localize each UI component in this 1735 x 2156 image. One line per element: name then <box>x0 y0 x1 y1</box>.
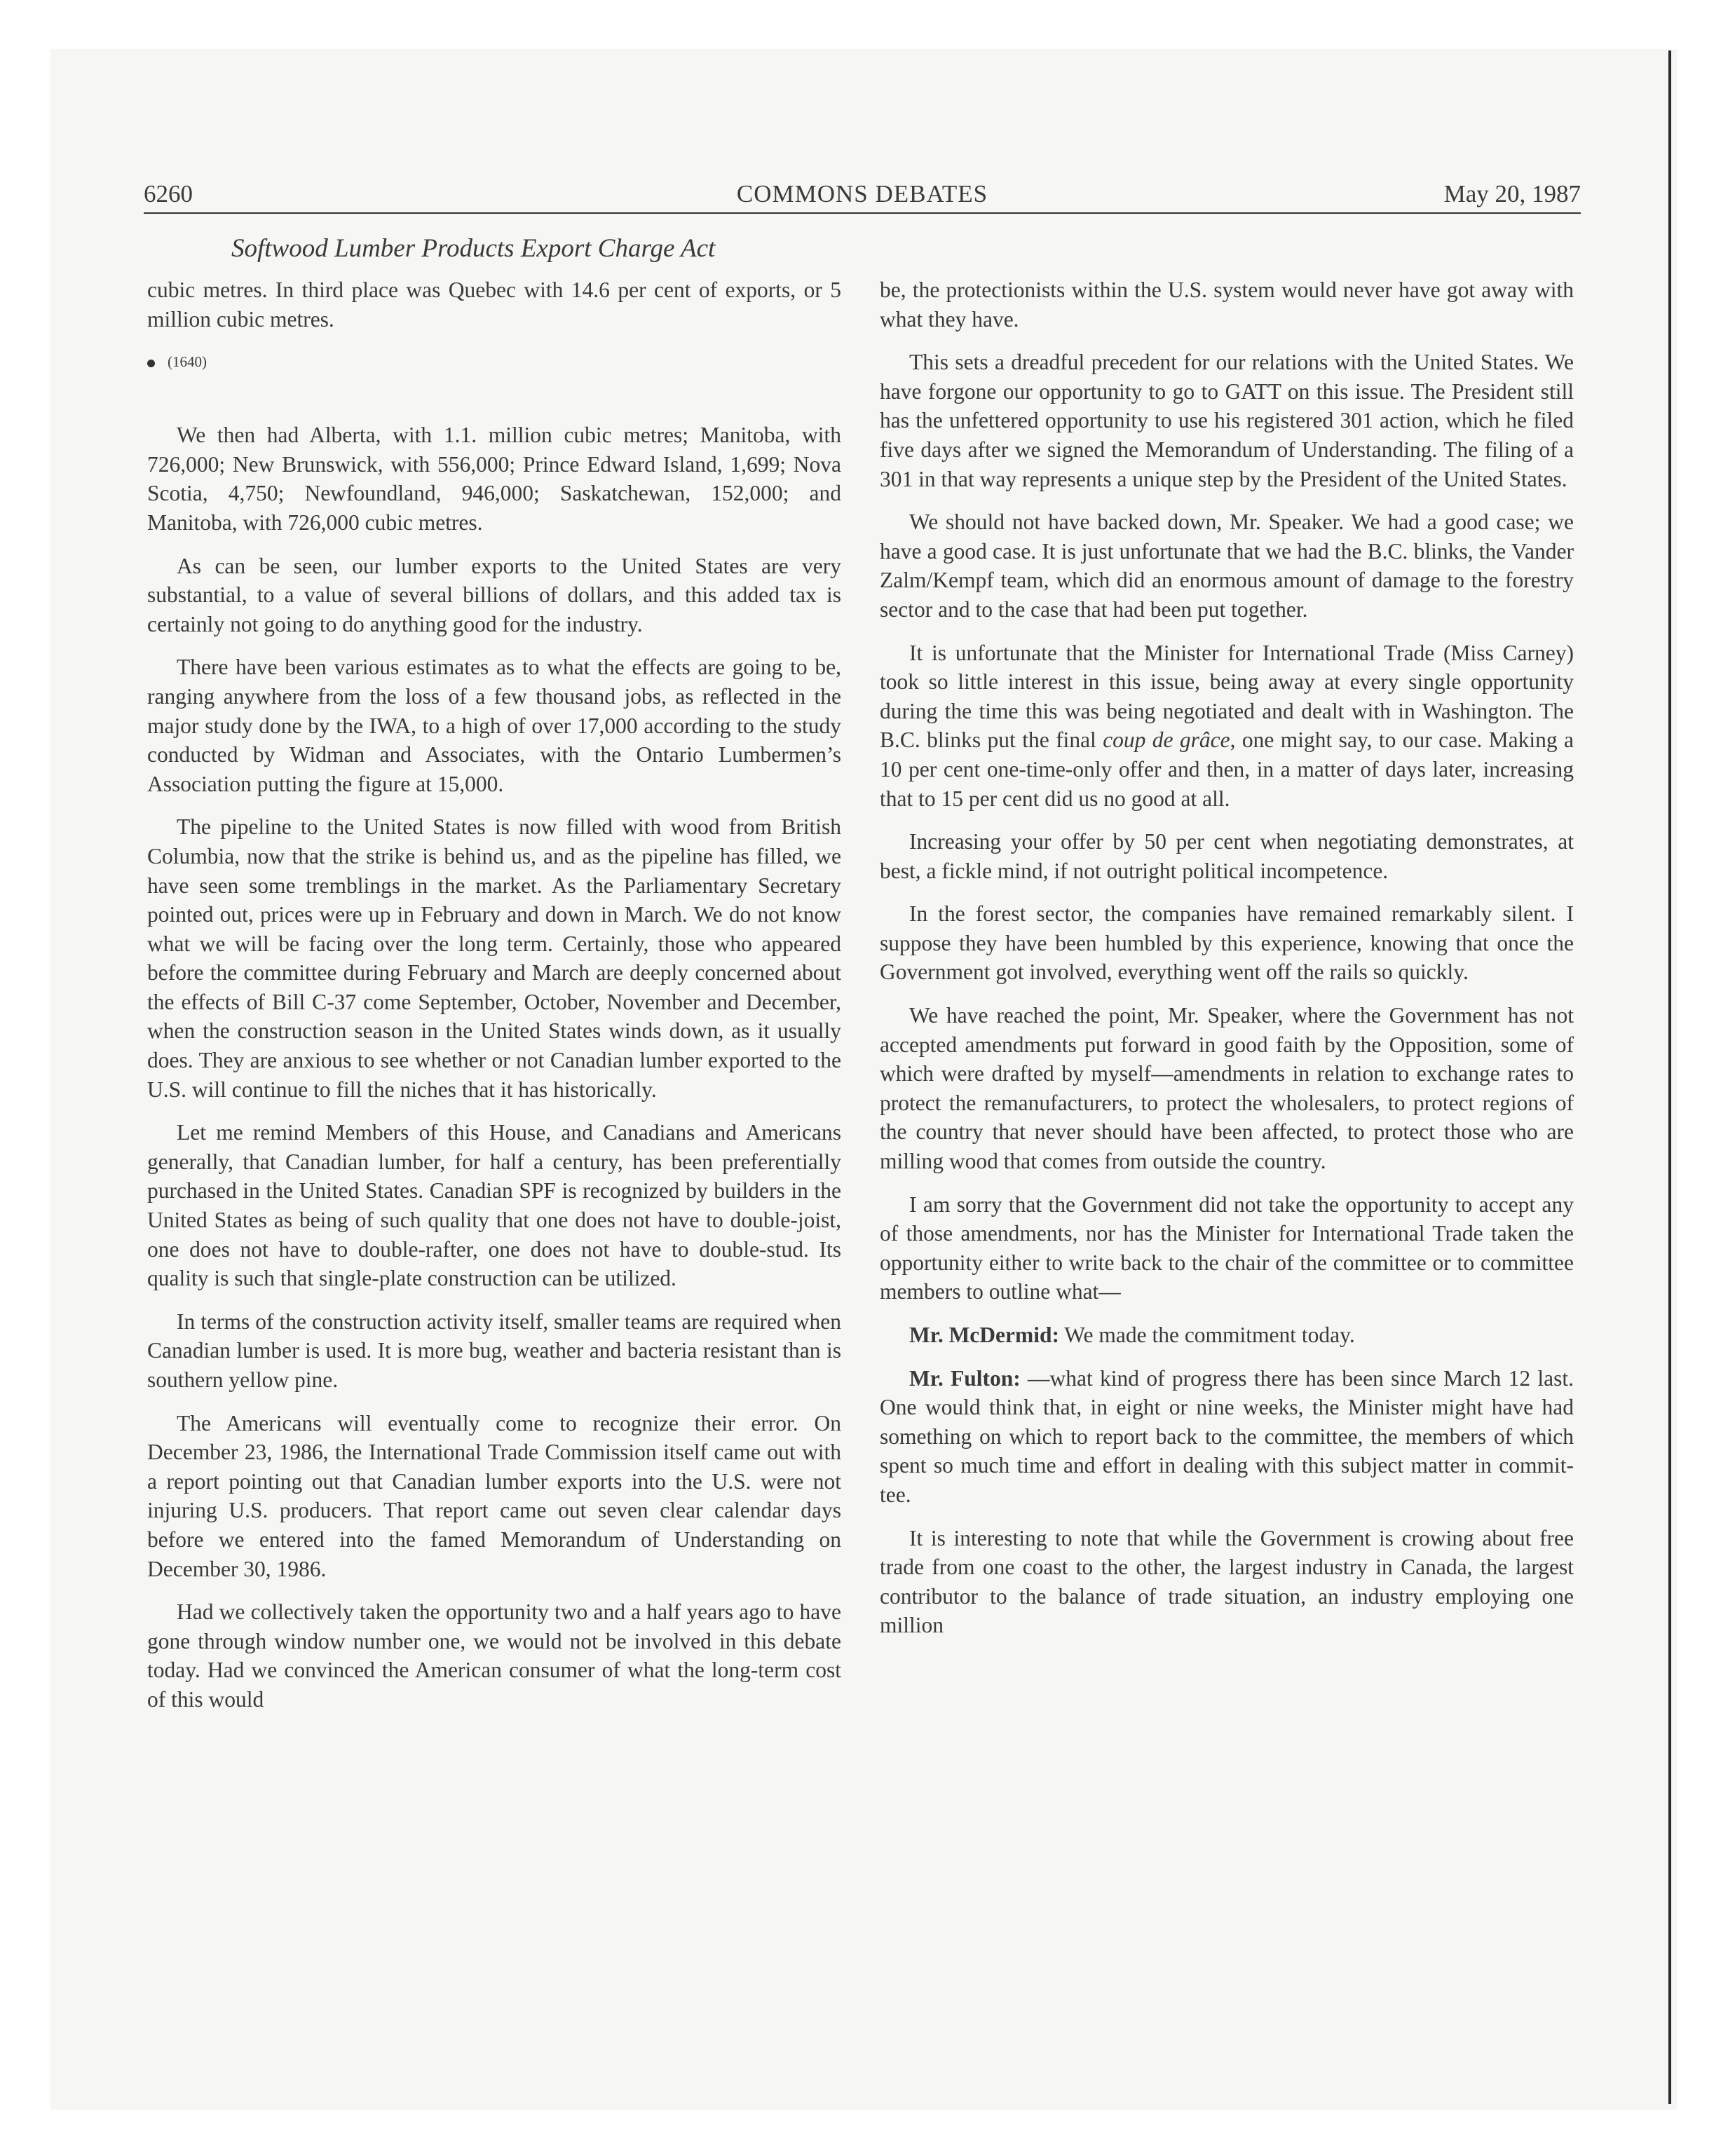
paragraph: In terms of the construction activity itself, smaller teams are required when Canadian lumber is used. It is more bug, weather and bacteria resistant than is southern yellow pine. <box>147 1309 841 1392</box>
paragraph-text: It is unfortunate that the Minister for International Trade (Miss Carney) took so little interest in this issue, being away at every single opportunity during the time this was being negotiated and dealt with in Washington. The B.C. blinks put the final <box>880 640 1574 753</box>
paragraph: I am sorry that the Government did not take the opportunity to accept any of those amendments, nor has the Minister for International Trade taken the opportunity either to write back to the chair of the committee or to committee members to outline what— <box>880 1192 1574 1304</box>
header-rule <box>144 212 1581 214</box>
paragraph: cubic metres. In third place was Quebec with 14.6 per cent of exports, or 5 million cubic metres. <box>147 278 841 332</box>
paragraph: We then had Alberta, with 1.1. million cubic metres; Manitoba, with 726,000; New Brunswick, with 556,000; Prince Edward Island, 1,699; Nova Scotia, 4,750; Newfoundland, 946,000; Saskatchewan, 152,000; and Manitoba, with 726,000 cubic metres. <box>147 423 841 535</box>
left-column <box>147 275 841 1728</box>
paragraph: This sets a dreadful precedent for our relations with the United States. We have forgone our opportunity to go to GATT on this issue. The President still has the unfettered opportunity to use his registered 301 action, which he filed five days after we signed the Memorandum of Understanding. The filing of a 301 in that way represents a unique step by the President of the United States. <box>880 350 1574 491</box>
paragraph: Had we collectively taken the opportunity two and a half years ago to have gone through window number one, we would not be involved in this debate today. Had we convinced the American consumer of what the long-term cost of this would <box>147 1599 841 1712</box>
bullet-icon <box>147 360 155 367</box>
paragraph: be, the protectionists within the U.S. system would never have got away with what they have. <box>880 278 1574 332</box>
paragraph: There have been various estimates as to what the effects are going to be, ranging anywhere from the loss of a few thousand jobs, as reflected in the major study done by the IWA, to a high of over 17,000 according to the study conducted by Widman and Associates, with the Ontario Lumbermen’s Association putting the figure at 15,000. <box>147 655 841 796</box>
paragraph: The Americans will eventually come to recognize their error. On December 23, 1986, the International Trade Commission itself came out with a report pointing out that Canadian lumber exports into the U.S. were not injuring U.S. producers. That report came out seven clear calendar days before we entered into the famed Memorandum of Understanding on December 30, 1986. <box>147 1410 841 1581</box>
running-header <box>144 177 1581 211</box>
paragraph-text: , one might say, to our case. Making a 10 per cent one-time-only offer and then, in a matter of days later, increasing that to 15 per cent did us no good at all. <box>880 728 1574 811</box>
paragraph: As can be seen, our lumber exports to the United States are very substantial, to a value of several billions of dollars, and this added tax is certainly not going to do anything good for the industry. <box>147 553 841 636</box>
publication-date: May 20, 1987 <box>1443 180 1581 207</box>
speaker-name: Mr. McDermid: <box>909 1323 1059 1347</box>
speech-paragraph <box>880 1321 1574 1350</box>
right-column <box>880 275 1574 1654</box>
paragraph: Let me remind Members of this House, and Canadians and Americans generally, that Canadian lumber, for half a century, has been preferentially purchased in the United States. Canadian SPF is recognized by builders in the United States as being of such quality that one does not have to double-joist, one does not have to double-rafter, one does not have to double-stud. Its quality is such that single-plate construction can be utilized. <box>147 1120 841 1291</box>
page-number: 6260 <box>144 180 193 207</box>
paragraph: We should not have backed down, Mr. Speaker. We had a good case; we have a good case. It is just unfortunate that we had the B.C. blinks, the Vander Zalm/Kempf team, which did an enormous amount of damage to the forestry sector and to the case that had been put together. <box>880 510 1574 622</box>
time-marker-label: (1640) <box>168 353 207 371</box>
paragraph: The pipeline to the United States is now filled with wood from British Columbia, now that the strike is behind us, and as the pipeline has filled, we have seen some tremblings in the market. As the Parliamentary Secretary pointed out, prices were up in February and down in March. We do not know what we will be facing over the long term. Certainly, those who appeared before the committee during February and March are deeply concerned about the effects of Bill C-37 come September, October, November and December, when the construction season in the United States winds down, as it usually does. They are anxious to see whether or not Canadian lumber exported to the U.S. will continue to fill the niches that it has historically. <box>147 814 841 1102</box>
section-title: Softwood Lumber Products Export Charge Act <box>231 234 716 263</box>
speech-text: We made the commitment today. <box>1059 1323 1355 1347</box>
speech-text: —what kind of progress there has been since March 12 last. One would think that, in eight or nine weeks, the Minister might have had something on which to report back to the committee, the members of which spent so much time and effort in dealing with this subject matter in committee. <box>880 1365 1574 1507</box>
paragraph <box>880 639 1574 814</box>
italic-phrase: coup de grâce <box>1103 728 1230 753</box>
journal-title: COMMONS DEBATES <box>736 180 988 207</box>
paragraph: Increasing your offer by 50 per cent when negotiating demonstrates, at best, a fickle mind, if not outright political incompetence. <box>880 829 1574 883</box>
paragraph: In the forest sector, the companies have remained remarkably silent. I suppose they have been humbled by this experience, knowing that once the Government got involved, everything went off the rails so quickly. <box>880 901 1574 985</box>
time-marker <box>147 348 841 376</box>
speaker-name: Mr. Fulton: <box>909 1365 1021 1391</box>
paragraph: It is interesting to note that while the Government is crowing about free trade from one coast to the other, the largest industry in Canada, the largest contributor to the balance of trade situation, an industry employing one million <box>880 1525 1574 1638</box>
speech-paragraph <box>880 1364 1574 1510</box>
paragraph: We have reached the point, Mr. Speaker, where the Government has not accepted amendments put forward in good faith by the Opposition, some of which were drafted by myself—amendments in relation to exchange rates to protect the remanufacturers, to protect the wholesalers, to protect regions of the country that never should have been affected, to protect those who are milling wood that comes from outside the country. <box>880 1003 1574 1174</box>
page-edge-line <box>1668 50 1671 2104</box>
